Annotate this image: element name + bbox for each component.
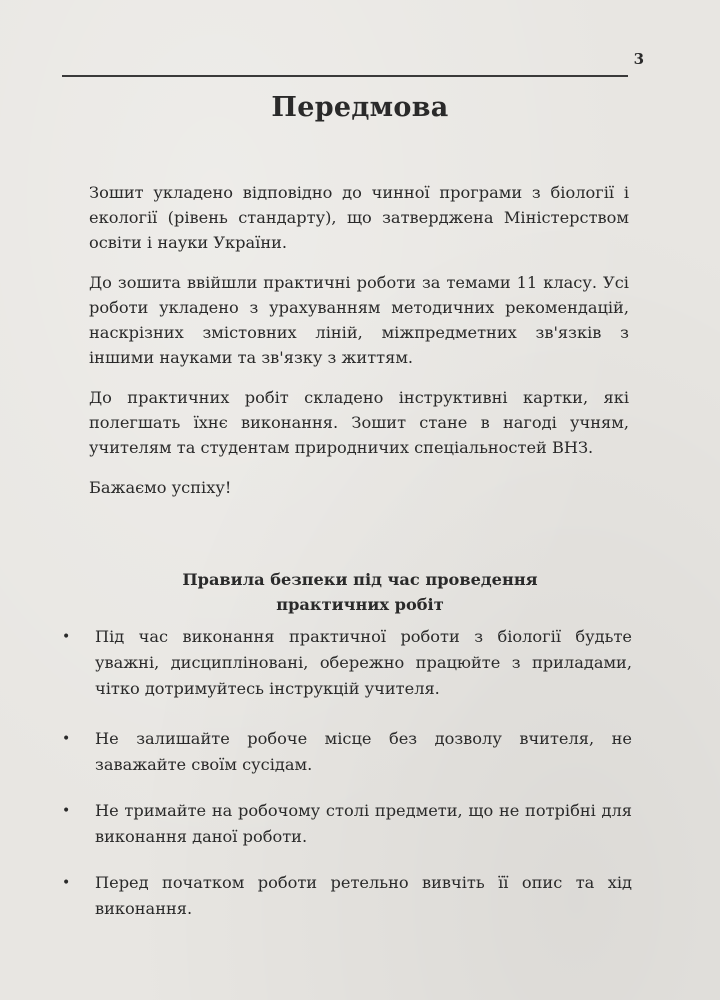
safety-rule-text: Під час виконання практичної роботи з біології будьте уважні, дисципліновані, обережно працюйте з приладами, чітко дотримуйтесь інструкцій учителя. bbox=[95, 627, 632, 698]
preface-paragraph-text: Зошит укладено відповідно до чинної програми з біології і екології (рівень стандарту), що затверджена Міністерством освіти і науки України. bbox=[89, 183, 629, 252]
safety-rules-title bbox=[0, 567, 720, 617]
preface-paragraph-text: До практичних робіт складено інструктивні картки, які полегшать їхнє виконання. Зошит стане в нагоді учням, учителям та студентам природничих спеціальностей ВНЗ. bbox=[89, 388, 629, 457]
page-number: 3 bbox=[633, 50, 644, 68]
safety-rule-text: Не тримайте на робочому столі предмети, що не потрібні для виконання даної роботи. bbox=[95, 801, 632, 846]
safety-rule-text: Перед початком роботи ретельно вивчіть її опис та хід виконання. bbox=[95, 873, 632, 918]
preface-paragraph bbox=[89, 475, 629, 500]
safety-rule-text: Не залишайте робоче місце без дозволу вчителя, не заважайте своїм сусідам. bbox=[95, 729, 632, 774]
preface-paragraph bbox=[89, 180, 629, 255]
safety-rules-title-line: практичних робіт bbox=[276, 595, 444, 614]
preface-title: Передмова bbox=[271, 92, 449, 123]
preface-closing: Бажаємо успіху! bbox=[89, 478, 232, 497]
preface-paragraph-text: До зошита ввійшли практичні роботи за темами 11 класу. Усі роботи укладено з урахуванням методичних рекомендацій, наскрізних змістовних ліній, міжпредметних зв'язків з іншими науками та зв'язку з життям. bbox=[89, 273, 629, 367]
preface-paragraph bbox=[89, 385, 629, 460]
bullet-icon: • bbox=[62, 731, 71, 747]
preface-body bbox=[89, 180, 629, 515]
preface-paragraph bbox=[89, 270, 629, 370]
header-rule bbox=[62, 75, 628, 77]
safety-rules-title-line: Правила безпеки під час проведення bbox=[182, 570, 538, 589]
safety-rule-item bbox=[62, 870, 632, 922]
safety-rule-item bbox=[62, 624, 632, 702]
bullet-icon: • bbox=[62, 803, 71, 819]
safety-rule-item bbox=[62, 798, 632, 850]
bullet-icon: • bbox=[62, 629, 71, 645]
bullet-icon: • bbox=[62, 875, 71, 891]
safety-rules-list bbox=[62, 624, 632, 922]
safety-rule-item bbox=[62, 726, 632, 778]
